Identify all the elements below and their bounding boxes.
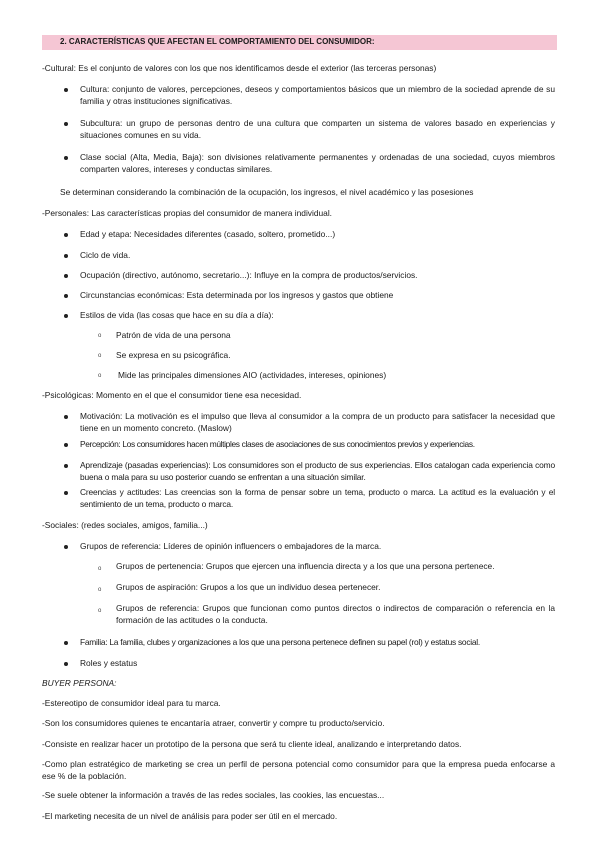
bullet-dot bbox=[64, 294, 68, 298]
personales-item-circunstancias: Circunstancias económicas: Esta determinada por los ingresos y gastos que obtiene bbox=[80, 290, 394, 300]
personales-item-ciclo: Ciclo de vida. bbox=[80, 250, 131, 260]
bullet-dot bbox=[64, 233, 68, 237]
cultural-item-subcultura: Subcultura: un grupo de personas dentro de una cultura que comparten un sistema de valores basado en experiencias y situaciones comunes en su vida. bbox=[80, 118, 555, 140]
psicologicas-item-motivacion: Motivación: La motivación es el impulso que lleva al consumidor a la compra de un producto para satisfacer la necesidad que tiene en un momento concreto. (Maslow) bbox=[80, 411, 555, 433]
bullet-dot bbox=[64, 491, 68, 495]
buyer-line: -Consiste en realizar hacer un prototipo de la persona que será tu cliente ideal, analizando e interpretando datos. bbox=[42, 739, 462, 749]
personales-item-estilos: Estilos de vida (las cosas que hace en su día a día): bbox=[80, 310, 274, 320]
bullet-dot bbox=[64, 641, 68, 645]
sociales-item-familia: Familia: La familia, clubes y organizaciones a los que una persona pertenece definen su papel (rol) y estatus social. bbox=[80, 637, 480, 647]
psicologicas-item-percepcion: Percepción: Los consumidores hacen múltiples clases de asociaciones de sus conocimientos previos y experiencias. bbox=[80, 439, 475, 449]
personales-sub-aio: Mide las principales dimensiones AIO (actividades, intereses, opiniones) bbox=[118, 370, 387, 380]
sociales-item-roles: Roles y estatus bbox=[80, 658, 138, 668]
bullet-dot bbox=[64, 314, 68, 318]
bullet-dot bbox=[64, 254, 68, 258]
sociales-item-grupos: Grupos de referencia: Líderes de opinión influencers o embajadores de la marca. bbox=[80, 541, 382, 551]
sub-bullet-o: o bbox=[98, 333, 102, 339]
sub-bullet-o: o bbox=[98, 587, 102, 593]
buyer-line: -Como plan estratégico de marketing se crea un perfil de persona potencial como consumidor para que la empresa pueda enfocarse a ese % de la población. bbox=[42, 759, 555, 781]
cultural-item-cultura: Cultura: conjunto de valores, percepciones, deseos y comportamientos básicos que un miembro de la sociedad aprende de su familia y otras instituciones significativas. bbox=[80, 84, 555, 106]
sociales-sub-referencia: Grupos de referencia: Grupos que funcionan como puntos directos o indirectos de comparación o referencia en la formación de las actitudes o la conducta. bbox=[116, 603, 555, 625]
psicologicas-item-creencias: Creencias y actitudes: Las creencias son la forma de pensar sobre un tema, producto o marca. La actitud es la evaluación y el sentimiento de un tema, producto o marca. bbox=[80, 487, 555, 509]
sub-bullet-o: o bbox=[98, 608, 102, 614]
bullet-dot bbox=[64, 122, 68, 126]
sociales-sub-pertenencia: Grupos de pertenencia: Grupos que ejercen una influencia directa y a los que una persona pertenece. bbox=[116, 561, 495, 571]
psicologicas-item-aprendizaje: Aprendizaje (pasadas experiencias): Los consumidores son el producto de sus experiencias. Ellos catalogan cada experiencia como buena o mala para su uso posterior cuando se enfrentan a una situación similar. bbox=[80, 460, 555, 482]
personales-intro: -Personales: Las características propias del consumidor de manera individual. bbox=[42, 208, 333, 218]
personales-sub-psicografica: Se expresa en su psicográfica. bbox=[116, 350, 231, 360]
buyer-line: -Se suele obtener la información a través de las redes sociales, las cookies, las encuestas... bbox=[42, 790, 385, 800]
sociales-intro: -Sociales: (redes sociales, amigos, familia...) bbox=[42, 520, 208, 530]
bullet-dot bbox=[64, 415, 68, 419]
sub-bullet-o: o bbox=[98, 353, 102, 359]
sociales-sub-aspiracion: Grupos de aspiración: Grupos a los que un individuo desea pertenecer. bbox=[116, 582, 381, 592]
cultural-item-clase-social: Clase social (Alta, Media, Baja): son divisiones relativamente permanentes y ordenadas de una sociedad, cuyos miembros comparten valores, intereses y conductas similares. bbox=[80, 152, 555, 174]
buyer-line: -Son los consumidores quienes te encantaría atraer, convertir y compre tu producto/servicio. bbox=[42, 718, 385, 728]
bullet-dot bbox=[64, 443, 68, 447]
personales-item-ocupacion: Ocupación (directivo, autónomo, secretario...): Influye en la compra de productos/servicios. bbox=[80, 270, 418, 280]
sub-bullet-o: o bbox=[98, 373, 102, 379]
personales-sub-patron: Patrón de vida de una persona bbox=[116, 330, 231, 340]
buyer-line: -El marketing necesita de un nivel de análisis para poder ser útil en el mercado. bbox=[42, 811, 338, 821]
cultural-intro: -Cultural: Es el conjunto de valores con los que nos identificamos desde el exterior (las terceras personas) bbox=[42, 63, 437, 73]
bullet-dot bbox=[64, 274, 68, 278]
cultural-note: Se determinan considerando la combinación de la ocupación, los ingresos, el nivel académico y las posesiones bbox=[60, 187, 474, 197]
section-title: 2. CARACTERÍSTICAS QUE AFECTAN EL COMPORTAMIENTO DEL CONSUMIDOR: bbox=[60, 37, 375, 46]
bullet-dot bbox=[64, 156, 68, 160]
sub-bullet-o: o bbox=[98, 566, 102, 572]
buyer-heading: BUYER PERSONA: bbox=[42, 678, 117, 688]
bullet-dot bbox=[64, 545, 68, 549]
buyer-line: -Estereotipo de consumidor ideal para tu marca. bbox=[42, 698, 221, 708]
personales-item-edad: Edad y etapa: Necesidades diferentes (casado, soltero, prometido...) bbox=[80, 229, 336, 239]
bullet-dot bbox=[64, 662, 68, 666]
bullet-dot bbox=[64, 88, 68, 92]
psicologicas-intro: -Psicológicas: Momento en el que el consumidor tiene esa necesidad. bbox=[42, 390, 302, 400]
bullet-dot bbox=[64, 464, 68, 468]
